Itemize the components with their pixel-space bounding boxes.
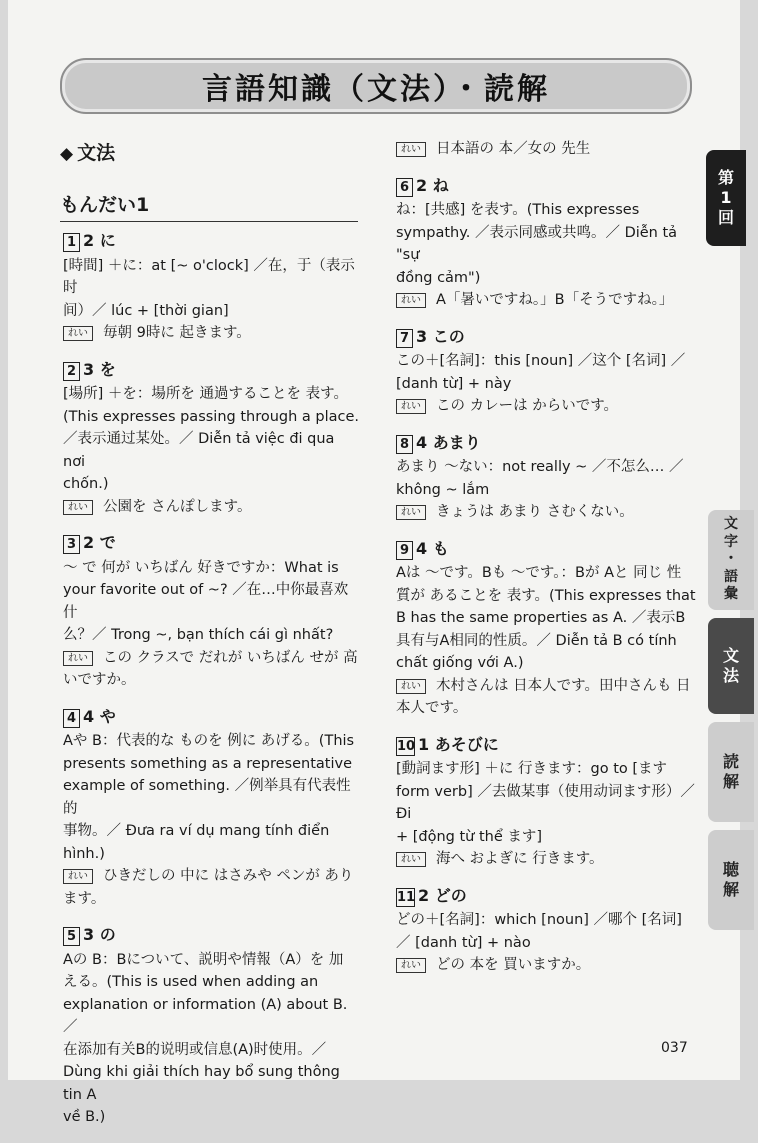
example-line [396, 395, 696, 418]
question-number: 6 [396, 178, 413, 197]
explanation-line: 質が あることを 表す。(This expresses that [396, 587, 696, 604]
title-banner [60, 58, 692, 114]
explanation-line: [danh từ] + này [396, 375, 512, 392]
answer-heading [63, 532, 361, 555]
section-heading: ◆ 文法 [60, 142, 116, 164]
example-line [63, 865, 361, 910]
answer-choice: 3 の [83, 925, 116, 944]
explanation-line: 间）／ lúc + [thời gian] [63, 302, 229, 319]
explanation-line: B has the same properties as A. ／表示B [396, 610, 686, 626]
example-text: この クラスで だれが いちばん せが 高いですか。 [63, 649, 358, 688]
question-number: 10 [397, 738, 416, 754]
answer-choice: 4 や [83, 706, 116, 726]
answer-item [63, 706, 361, 911]
tab-char: 第 [717, 168, 734, 187]
tab-char: 解 [722, 880, 739, 899]
example-text: きょうは あまり さむくない。 [436, 504, 634, 520]
page-title: 言語知識（文法）・読解 [202, 72, 550, 107]
explanation-line: ／ [danh từ] + nào [396, 934, 531, 951]
answer-heading [63, 359, 361, 382]
explanation-line: 在添加有关B的说明或信息(A)时使用。／ [63, 1041, 327, 1058]
answer-choice: 4 も [416, 538, 449, 558]
question-number: 11 [397, 889, 416, 905]
explanation-line: 事物。／ Đưa ra ví dụ mang tính điển hình.) [63, 823, 330, 862]
explanation-line: 具有与A相同的性质。／ Diễn tả B có tính [396, 632, 677, 649]
question-number: 8 [396, 435, 413, 454]
explanation-line: + [động từ thể ます] [396, 828, 543, 845]
example-text: 日本語の 本／女の 先生 [436, 141, 591, 157]
page-number: 037 [661, 1040, 688, 1056]
tab-char: 字 [724, 533, 738, 550]
tab-char: 文 [722, 646, 739, 665]
example-text: 毎朝 9時に 起きます。 [103, 325, 251, 341]
question-number: 2 [63, 362, 80, 381]
question-number: 7 [396, 329, 413, 348]
diamond-icon: ◆ [60, 144, 74, 164]
answer-item [396, 734, 696, 871]
answer-choice: 3 を [83, 359, 116, 379]
answer-choice: 1 あそびに [418, 734, 499, 754]
explanation-line: ／表示通过某处。／ Diễn tả việc đi qua nơi [63, 431, 335, 470]
example-line [396, 954, 696, 977]
example-line [396, 675, 696, 720]
explanation-line: [時間] ＋に：at [~ o'clock] ／在，于（表示时 [63, 257, 355, 296]
rei-label: れい [63, 869, 93, 884]
answer-choice: 3 この [416, 326, 465, 346]
explanation-line: explanation or information (A) about B. ／ [63, 996, 348, 1035]
rei-label: れい [396, 142, 426, 157]
explanation-line: sympathy. ／表示同感或共鸣。／ Diễn tả "sự [396, 224, 678, 263]
answer-heading [63, 230, 361, 253]
example-line [63, 496, 361, 519]
answer-heading [396, 734, 696, 757]
tab-char: 1 [720, 188, 732, 207]
question-number: 9 [396, 541, 413, 560]
answer-heading [396, 175, 696, 198]
answer-item [396, 175, 696, 312]
explanation-line: 么？／ Trong ~, bạn thích cái gì nhất? [63, 627, 334, 643]
answer-heading [396, 538, 696, 561]
answer-item [396, 138, 696, 161]
example-line [396, 501, 696, 524]
answer-item [396, 885, 696, 977]
answer-choice: 2 どの [418, 885, 467, 905]
example-line [63, 647, 361, 692]
tab-char: ・ [724, 551, 738, 568]
answer-item [63, 924, 361, 1129]
example-line [396, 138, 696, 161]
rei-label: れい [396, 679, 426, 694]
answer-item [63, 532, 361, 692]
example-line [396, 848, 696, 871]
tab-char: 聴 [722, 860, 739, 879]
explanation-line: [動詞ます形] ＋に 行きます：go to [ます [396, 761, 668, 777]
question-number: 3 [63, 535, 80, 554]
rei-label: れい [396, 293, 426, 308]
answer-item [396, 432, 696, 524]
example-text: この カレーは からいです。 [436, 398, 619, 414]
tab-bunpo[interactable] [708, 618, 754, 714]
answer-item [63, 359, 361, 519]
example-line [396, 289, 696, 312]
tab-round-1[interactable] [706, 150, 746, 246]
answer-heading [63, 924, 361, 947]
rei-label: れい [63, 326, 93, 341]
explanation-line: あまり ～ない：not really ~ ／不怎么… ／ [396, 459, 684, 475]
example-text: A「暑いですね。」B「そうですね。」 [436, 292, 674, 308]
explanation-line: về B.) [63, 1109, 106, 1125]
answer-item [63, 230, 361, 345]
explanation-line: この＋[名詞]：this [noun] ／这个 [名词] ／ [396, 353, 686, 369]
explanation-line: không ~ lắm [396, 481, 490, 498]
example-text: ひきだしの 中に はさみや ペンが あります。 [63, 868, 354, 907]
answer-choice: 2 に [83, 231, 116, 250]
example-text: どの 本を 買いますか。 [436, 957, 591, 973]
answer-heading [396, 326, 696, 349]
tab-chokai[interactable] [708, 830, 754, 930]
tab-dokkai[interactable] [708, 722, 754, 822]
explanation-line: (This expresses passing through a place. [63, 408, 360, 425]
rei-label: れい [396, 505, 426, 520]
rei-label: れい [396, 852, 426, 867]
page [8, 0, 740, 1125]
explanation-line: your favorite out of ~? ／在…中你最喜欢什 [63, 582, 349, 621]
question-number: 4 [63, 709, 80, 728]
answer-choice: 4 あまり [416, 432, 481, 452]
rei-label: れい [63, 500, 93, 515]
tab-char: 文 [724, 516, 738, 533]
answer-heading [396, 885, 696, 908]
answer-choice: 2 で [83, 533, 116, 552]
tab-char: 彙 [724, 586, 738, 603]
explanation-line: える。(This is used when adding an [63, 974, 319, 990]
explanation-line: [場所] ＋を：場所を 通過することを 表す。 [63, 386, 348, 402]
tab-moji-goi[interactable] [708, 510, 754, 610]
explanation-line: ね：[共感] を表す。(This expresses [396, 202, 640, 218]
explanation-line: chất giống với A.) [396, 655, 524, 671]
answer-heading [396, 432, 696, 455]
explanation-line: presents something as a representative [63, 755, 352, 772]
explanation-line: どの＋[名詞]：which [noun] ／哪个 [名词] [396, 912, 682, 928]
mondai-heading: もんだい1 [60, 190, 358, 222]
tab-char: 解 [722, 772, 739, 791]
explanation-line: Aの B：Bについて、説明や情報（A）を 加 [63, 951, 344, 968]
answer-heading [63, 706, 361, 729]
tab-char: 法 [722, 666, 739, 685]
explanation-line: đồng cảm") [396, 269, 481, 286]
rei-label: れい [63, 651, 93, 666]
explanation-line: example of something. ／例举具有代表性的 [63, 778, 351, 817]
answer-item [396, 538, 696, 720]
explanation-line: Aは ～です。Bも ～です。：Bが Aと 同じ 性 [396, 565, 682, 581]
tab-char: 回 [717, 208, 734, 227]
rei-label: れい [396, 958, 426, 973]
left-column [63, 230, 361, 1143]
tab-char: 読 [722, 752, 739, 771]
explanation-line: form verb] ／去做某事（使用动词ます形）／ Đi [396, 783, 695, 822]
question-number: 1 [63, 233, 80, 252]
explanation-line: Dùng khi giải thích hay bổ sung thông tin A [63, 1064, 340, 1103]
answer-choice: 2 ね [416, 175, 449, 195]
question-number: 5 [63, 927, 80, 946]
explanation-line: ～ で 何が いちばん 好きですか：What is [63, 559, 339, 576]
answer-item [396, 326, 696, 418]
rei-label: れい [396, 399, 426, 414]
explanation-line: Aや B：代表的な ものを 例に あげる。(This [63, 733, 355, 749]
example-text: 海へ およぎに 行きます。 [436, 851, 604, 867]
tab-char: 語 [724, 568, 738, 585]
right-column [396, 138, 696, 991]
explanation-line: chốn.) [63, 476, 109, 492]
example-line [63, 322, 361, 345]
example-text: 公園を さんぽします。 [103, 498, 252, 515]
example-text: 木村さんは 日本人です。田中さんも 日本人です。 [396, 677, 691, 716]
